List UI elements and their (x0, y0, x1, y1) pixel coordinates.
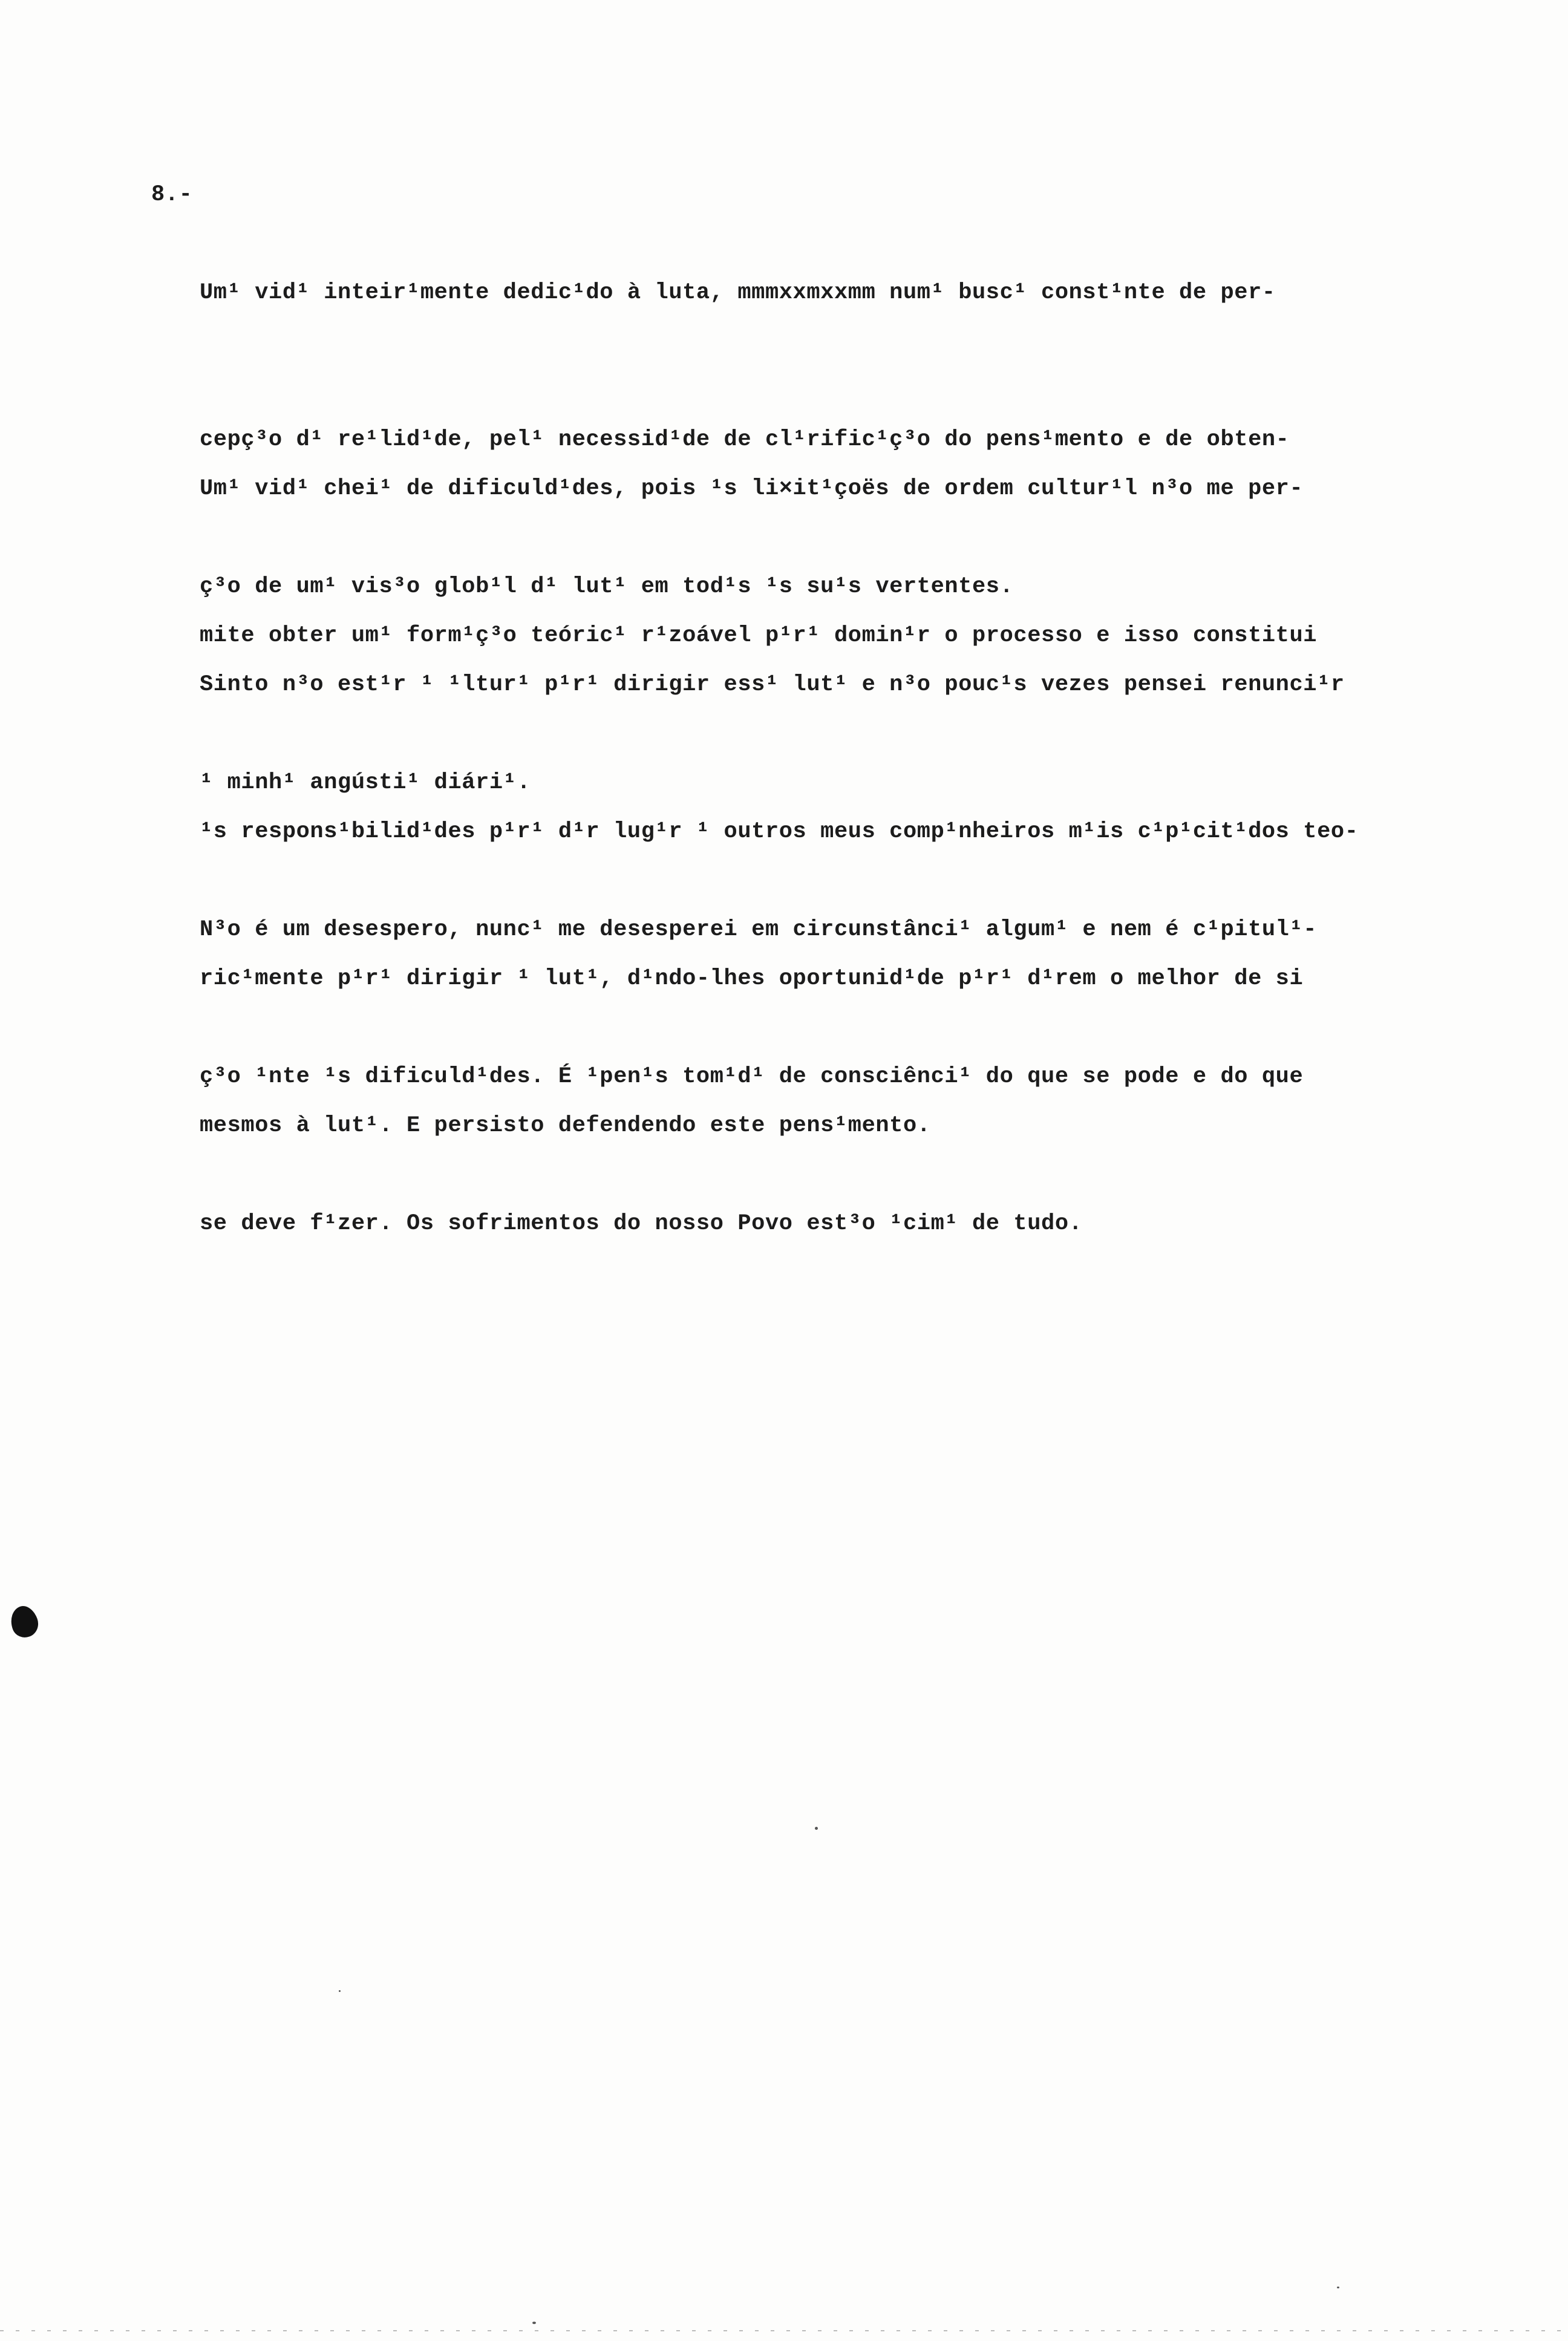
section-number: 8.- (151, 182, 193, 207)
paragraph-line: Um¹ vid¹ chei¹ de dificuld¹des, pois ¹s li×it¹çoës de ordem cultur¹l n³o me per- (200, 476, 1304, 501)
paragraph-line: ¹ minh¹ angústi¹ diári¹. (200, 770, 531, 795)
paragraph-line: cepç³o d¹ re¹lid¹de, pel¹ necessid¹de de cl¹rific¹ç³o do pens¹mento e de obten- (200, 427, 1290, 452)
paragraph-line: ¹s respons¹bilid¹des p¹r¹ d¹r lug¹r ¹ outros meus comp¹nheiros m¹is c¹p¹cit¹dos teo- (200, 819, 1359, 844)
paragraph-line: ç³o ¹nte ¹s dificuld¹des. É ¹pen¹s tom¹d¹ de consciênci¹ do que se pode e do que (200, 1064, 1304, 1089)
paragraph-line: mesmos à lut¹. E persisto defendendo este pens¹mento. (200, 1113, 931, 1138)
paragraph-4 (200, 808, 1317, 1347)
paragraph-line: Um¹ vid¹ inteir¹mente dedic¹do à luta, mmmxxmxxmm num¹ busc¹ const¹nte de per- (200, 280, 1276, 305)
paragraph-line: ç³o de um¹ vis³o glob¹l d¹ lut¹ em tod¹s ¹s su¹s vertentes. (200, 574, 1014, 599)
scan-speck (1337, 2287, 1339, 2288)
paragraph-line: ric¹mente p¹r¹ dirigir ¹ lut¹, d¹ndo-lhes oportunid¹de p¹r¹ d¹rem o melhor de si (200, 966, 1304, 991)
scan-speck (532, 2322, 536, 2324)
scan-edge-line (0, 2330, 1568, 2331)
paragraph-line: N³o é um desespero, nunc¹ me desesperei em circunstânci¹ algum¹ e nem é c¹pitul¹- (200, 917, 1318, 942)
paragraph-line: mite obter um¹ form¹ç³o teóric¹ r¹zoável p¹r¹ domin¹r o processo e isso constitui (200, 623, 1318, 648)
paragraph-line: Sinto n³o est¹r ¹ ¹ltur¹ p¹r¹ dirigir ess¹ lut¹ e n³o pouc¹s vezes pensei renunci¹r (200, 672, 1345, 697)
scan-speck (339, 1990, 341, 1992)
ink-blot-mark (6, 1602, 42, 1641)
paragraph-line: se deve f¹zer. Os sofrimentos do nosso Povo est³o ¹cim¹ de tudo. (200, 1211, 1083, 1236)
scan-speck (815, 1827, 818, 1830)
